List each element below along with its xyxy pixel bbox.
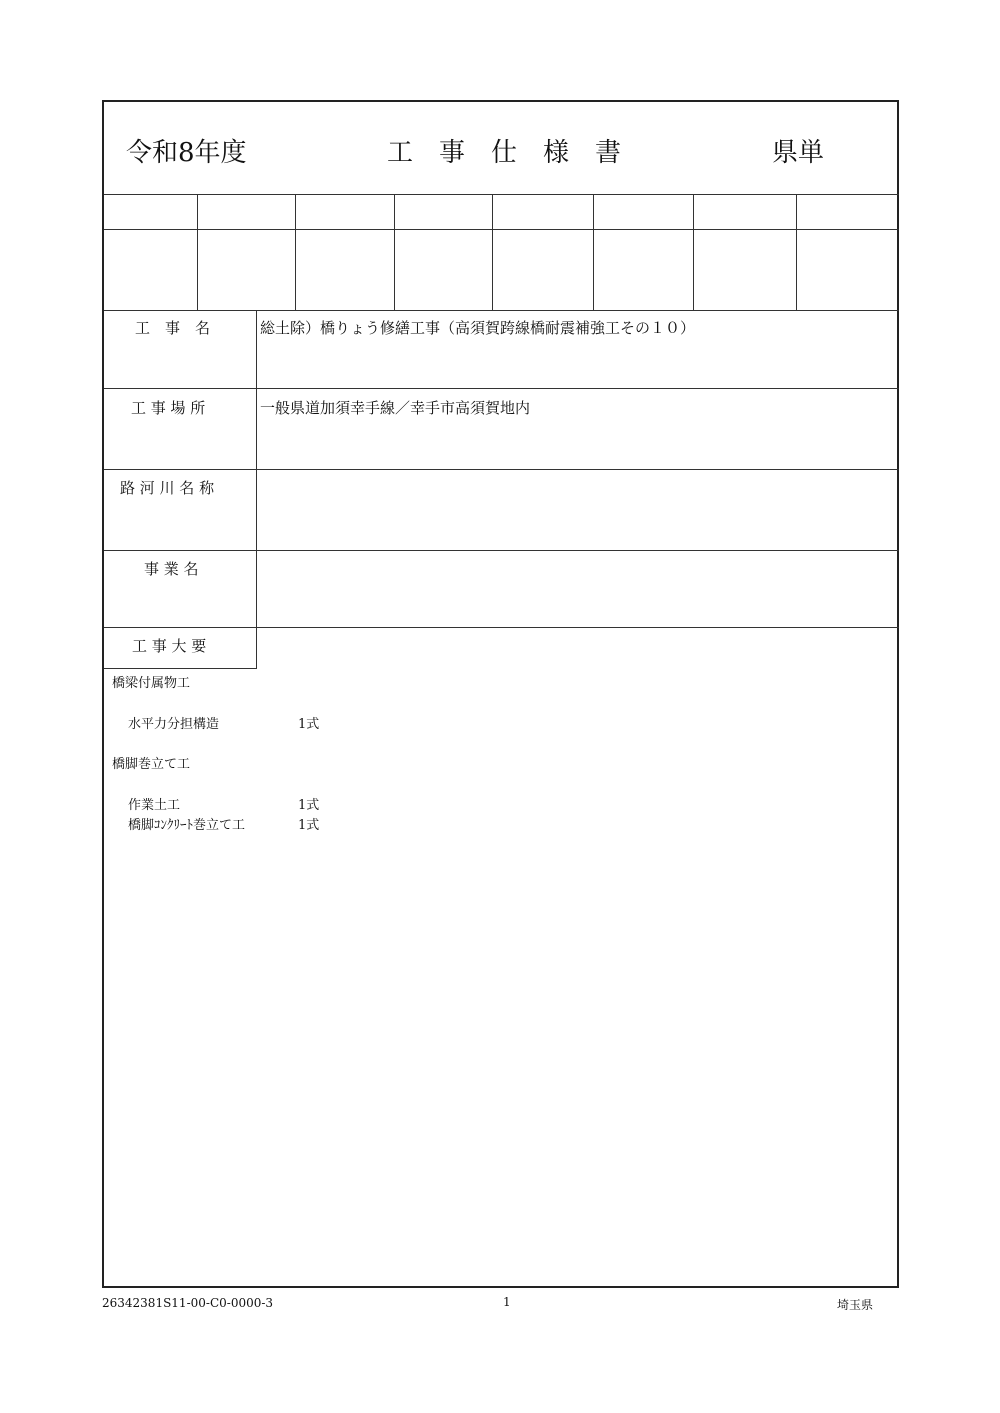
issuing-organization: 埼玉県: [837, 1298, 874, 1312]
summary-item-name: 作業土工: [128, 798, 181, 813]
field-label-location: 工 事 場 所: [131, 399, 206, 417]
field-value-location: 一般県道加須幸手線／幸手市高須賀地内: [260, 399, 531, 417]
field-divider: [104, 388, 899, 389]
stamp-col-line: [492, 194, 493, 310]
summary-item-qty: 1式: [298, 798, 320, 813]
field-label-road-river: 路 河 川 名 称: [120, 479, 215, 497]
summary-item-qty: 1式: [298, 717, 320, 732]
stamp-col-line: [796, 194, 797, 310]
stamp-col-line: [394, 194, 395, 310]
document-code: 26342381S11-00-C0-0000-3: [102, 1296, 274, 1310]
field-label-divider: [256, 310, 257, 669]
summary-group-heading: 橋梁付属物工: [112, 676, 191, 691]
field-divider: [104, 627, 899, 628]
document-title: 工 事 仕 様 書: [387, 138, 622, 168]
field-label-summary: 工 事 大 要: [132, 637, 207, 655]
field-value-construction-name: 総土除）橋りょう修繕工事（高須賀跨線橋耐震補強工その１０）: [260, 319, 696, 337]
summary-group-heading: 橋脚巻立て工: [112, 757, 191, 772]
header-divider: [104, 194, 899, 195]
stamp-grid-divider: [104, 229, 899, 230]
summary-label-bottom: [104, 668, 256, 669]
field-divider: [104, 469, 899, 470]
stamp-col-line: [593, 194, 594, 310]
spec-sheet-frame: [102, 100, 899, 1288]
summary-item-qty: 1式: [298, 818, 320, 833]
summary-item-name: 水平力分担構造: [128, 717, 220, 732]
stamp-col-line: [693, 194, 694, 310]
page-number: 1: [503, 1295, 511, 1309]
fiscal-year: 令和8年度: [126, 138, 247, 168]
field-label-project: 事 業 名: [144, 560, 199, 578]
budget-type: 県単: [772, 138, 825, 168]
stamp-col-line: [197, 194, 198, 310]
stamp-col-line: [295, 194, 296, 310]
field-label-construction-name: 工 事 名: [135, 319, 211, 337]
field-divider: [104, 550, 899, 551]
summary-item-name: 橋脚ｺﾝｸﾘｰﾄ巻立て工: [128, 818, 246, 833]
stamp-grid-bottom: [104, 310, 899, 311]
